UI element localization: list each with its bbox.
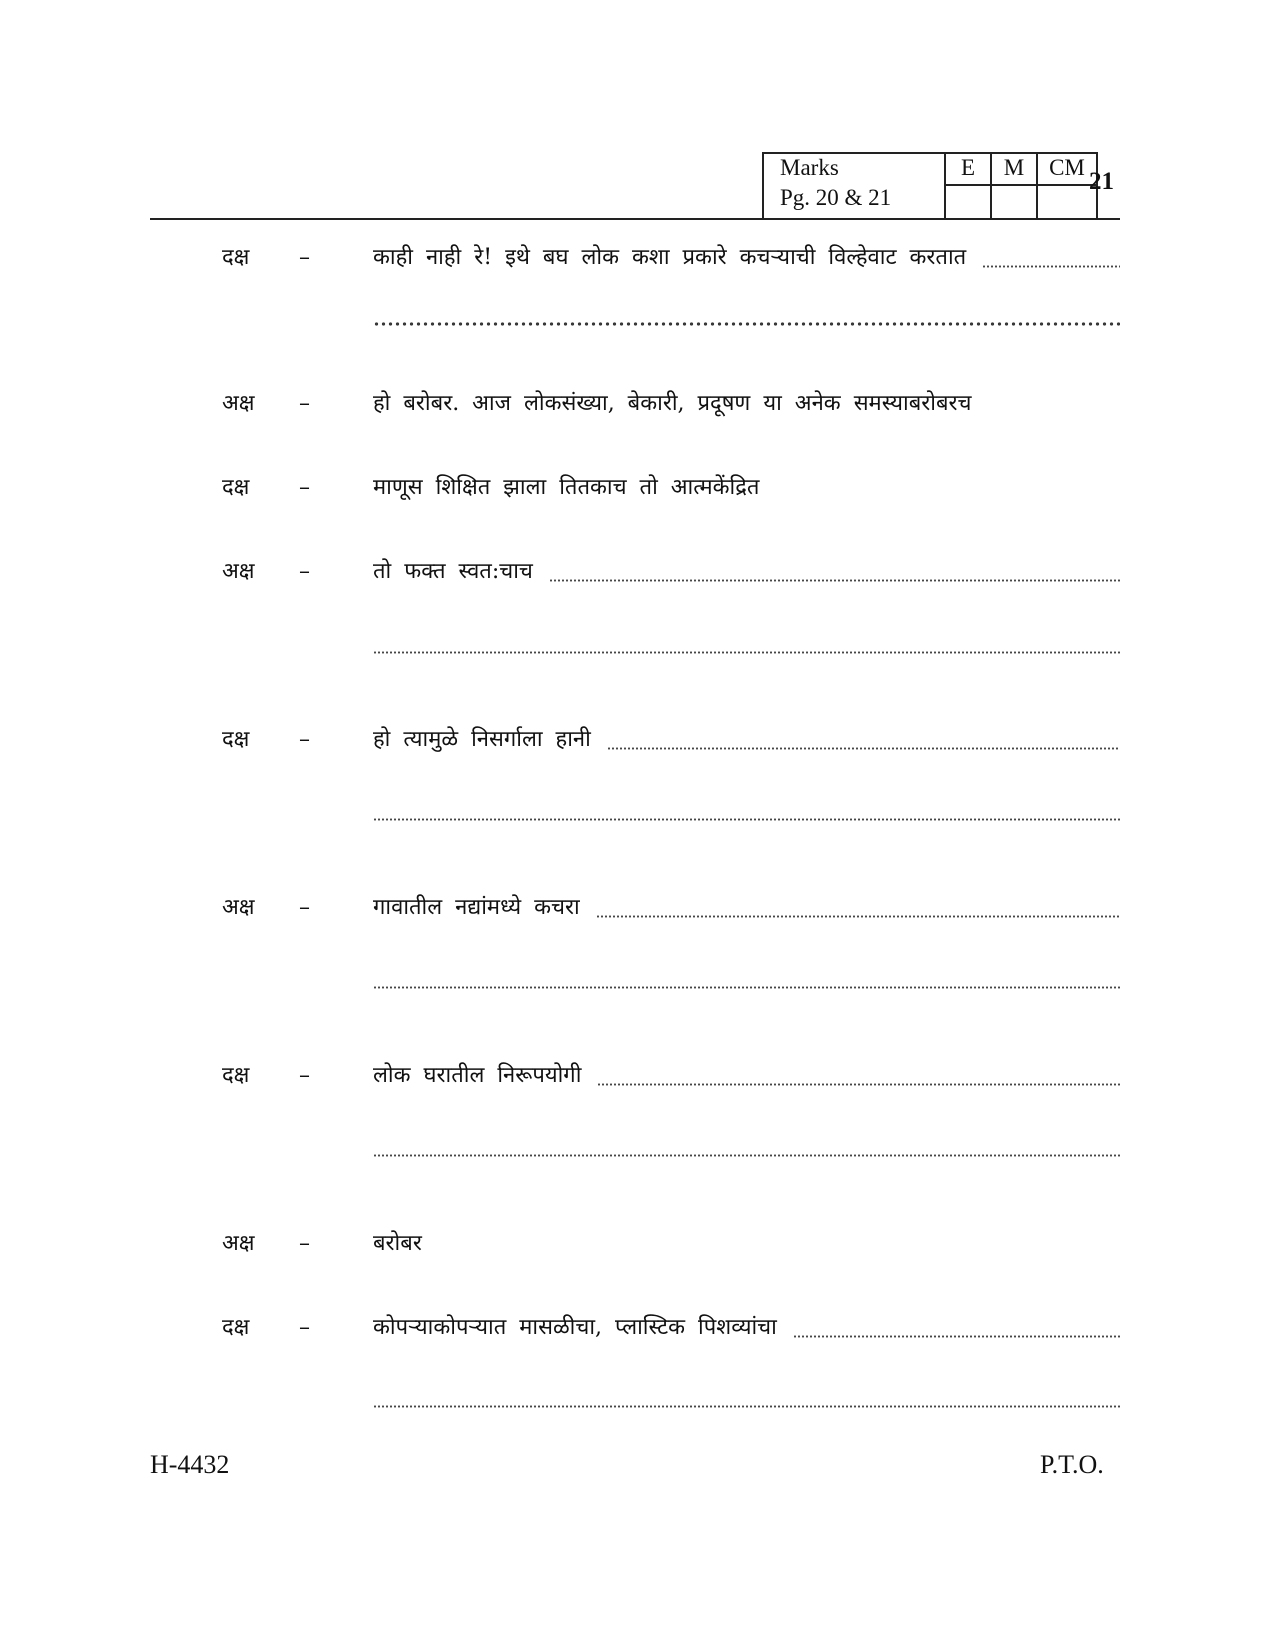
answer-line[interactable]	[373, 1405, 1120, 1408]
dialogue-line	[0, 1056, 1275, 1096]
dash-separator: –	[299, 1063, 310, 1088]
answer-line[interactable]	[373, 1154, 1120, 1157]
speech-row	[373, 720, 1120, 760]
fill-in-dots[interactable]	[793, 1318, 1120, 1338]
dialogue-line	[0, 238, 1275, 278]
pages-label: Pg. 20 & 21	[780, 185, 892, 210]
speaker-label: दक्ष	[222, 1315, 250, 1340]
dialogue-line	[0, 720, 1275, 760]
speech-text: माणूस शिक्षित झाला तितकाच तो आत्मकेंद्रित	[373, 475, 760, 500]
speech-row	[373, 384, 1120, 424]
dialogue-line	[0, 468, 1275, 508]
speech-text: लोक घरातील निरूपयोगी	[373, 1063, 582, 1088]
marks-table	[762, 152, 1098, 220]
speaker-label: अक्ष	[222, 1231, 255, 1256]
answer-line[interactable]	[373, 651, 1120, 654]
dialogue-line	[0, 384, 1275, 424]
marks-cell-cm[interactable]	[1037, 185, 1097, 219]
dash-separator: –	[299, 559, 310, 584]
please-turn-over: P.T.O.	[1040, 1450, 1104, 1479]
speech-row	[373, 1056, 1120, 1096]
dash-separator: –	[299, 727, 310, 752]
dialogue-line	[0, 1308, 1275, 1348]
header-rule	[150, 218, 1120, 220]
speech-row	[373, 552, 1120, 592]
paper-code: H-4432	[150, 1450, 230, 1479]
dash-separator: –	[299, 1231, 310, 1256]
fill-in-dots[interactable]	[982, 248, 1120, 268]
speech-row	[373, 468, 1120, 508]
marks-column-cm: CM	[1037, 153, 1097, 185]
marks-cell-m[interactable]	[991, 185, 1037, 219]
marks-column-e: E	[945, 153, 991, 185]
dialogue-line	[0, 888, 1275, 928]
speech-text: बरोबर	[373, 1231, 422, 1256]
dash-separator: –	[299, 245, 310, 270]
marks-label: Marks	[780, 155, 839, 180]
marks-column-m: M	[991, 153, 1037, 185]
speech-text: तो फक्त स्वत:चाच	[373, 559, 533, 584]
speech-text: कोपऱ्याकोपऱ्यात मासळीचा, प्लास्टिक पिशव्यांचा	[373, 1315, 777, 1340]
speaker-label: दक्ष	[222, 1063, 250, 1088]
dash-separator: –	[299, 1315, 310, 1340]
speech-text: हो त्यामुळे निसर्गाला हानी	[373, 727, 591, 752]
speaker-label: अक्ष	[222, 391, 255, 416]
marks-label-cell	[763, 153, 945, 219]
answer-line[interactable]	[373, 322, 1120, 326]
fill-in-dots[interactable]	[596, 898, 1120, 918]
speech-text: हो बरोबर. आज लोकसंख्या, बेकारी, प्रदूषण या अनेक समस्याबरोबरच	[373, 391, 972, 416]
speech-text: गावातील नद्यांमध्ये कचरा	[373, 895, 580, 920]
speaker-label: अक्ष	[222, 895, 255, 920]
speech-row	[373, 238, 1120, 278]
fill-in-dots[interactable]	[549, 562, 1120, 582]
speech-row	[373, 1224, 1120, 1264]
dialogue-line	[0, 552, 1275, 592]
dash-separator: –	[299, 475, 310, 500]
speaker-label: दक्ष	[222, 727, 250, 752]
speech-row	[373, 888, 1120, 928]
speaker-label: दक्ष	[222, 475, 250, 500]
fill-in-dots[interactable]	[597, 1066, 1120, 1086]
dash-separator: –	[299, 391, 310, 416]
marks-cell-e[interactable]	[945, 185, 991, 219]
speech-row	[373, 1308, 1120, 1348]
speech-text: काही नाही रे! इथे बघ लोक कशा प्रकारे कचऱ्याची विल्हेवाट करतात	[373, 245, 967, 270]
answer-line[interactable]	[373, 986, 1120, 989]
speaker-label: दक्ष	[222, 245, 250, 270]
speaker-label: अक्ष	[222, 559, 255, 584]
answer-line[interactable]	[373, 818, 1120, 821]
page-number: 21	[1089, 168, 1114, 195]
dialogue-line	[0, 1224, 1275, 1264]
dash-separator: –	[299, 895, 310, 920]
fill-in-dots[interactable]	[607, 730, 1120, 750]
